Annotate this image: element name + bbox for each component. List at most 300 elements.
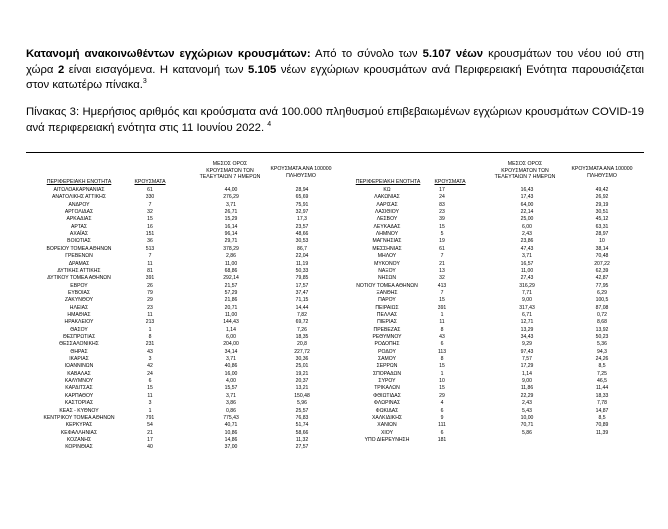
cases-cell: 3 — [148, 400, 152, 407]
right-table-row — [0, 216, 668, 223]
region-cell: ΕΥΒΟΙΑΣ — [67, 289, 91, 296]
avg-cell: 9,00 — [522, 297, 532, 304]
right-table-row — [0, 268, 668, 275]
cases-cell: 21 — [439, 260, 445, 267]
region-cell: ΧΑΛΚΙΔΙΚΗΣ — [371, 414, 403, 421]
avg-cell: 3,71 — [226, 356, 236, 363]
per100k-cell: 7,78 — [597, 400, 607, 407]
cases-cell: 10 — [439, 378, 445, 385]
avg-cell: 57,29 — [224, 289, 238, 296]
avg-cell: 5,86 — [522, 429, 532, 436]
cases-cell: 83 — [439, 201, 445, 208]
right-table-row — [0, 224, 668, 231]
region-cell: ΚΑΛΥΜΝΟΥ — [64, 378, 94, 385]
region-cell: ΘΑΣΟΥ — [70, 326, 88, 333]
per100k-cell: 46,5 — [597, 378, 607, 385]
region-cell: ΑΡΤΑΣ — [70, 223, 88, 230]
avg-cell: 7,71 — [522, 289, 532, 296]
per100k-cell: 76,83 — [295, 414, 309, 421]
cases-cell: 81 — [147, 267, 153, 274]
intro-title: Κατανομή ανακοινωθέντων εγχώριων κρουσμάτων: — [26, 48, 311, 60]
per100k-cell: 58,66 — [295, 429, 309, 436]
per100k-cell: 150,48 — [294, 392, 310, 399]
per100k-cell: 50,23 — [595, 334, 609, 340]
per100k-cell: 79,85 — [295, 275, 309, 282]
cases-cell: 1 — [440, 370, 444, 377]
cases-cell: 413 — [437, 282, 447, 289]
region-cell: ΣΑΜΟΥ — [378, 356, 396, 363]
per100k-cell: 37,47 — [295, 289, 309, 296]
cases-cell: 5 — [440, 231, 444, 238]
avg-cell: 0,86 — [226, 407, 236, 414]
cases-cell: 231 — [145, 341, 155, 348]
avg-cell: 2,43 — [522, 400, 532, 407]
right-table-row — [0, 312, 668, 319]
left-header-per100k: ΚΡΟΥΣΜΑΤΑ ΑΝΑ 100000 ΠΛΗΘΥΣΜΟ — [270, 166, 332, 179]
region-cell: ΗΛΕΙΑΣ — [69, 304, 89, 311]
right-table-row — [0, 253, 668, 260]
cases-cell: 7 — [440, 289, 444, 296]
avg-cell: 70,71 — [520, 422, 534, 429]
region-cell: ΣΕΡΡΩΝ — [376, 363, 398, 370]
avg-cell: 9,00 — [522, 378, 532, 385]
avg-cell: 10,00 — [520, 414, 534, 421]
per100k-cell: 11,44 — [595, 385, 609, 392]
region-cell: ΠΡΕΒΕΖΑΣ — [373, 326, 401, 333]
per100k-cell: 18,35 — [295, 334, 309, 340]
cases-cell: 15 — [439, 223, 445, 230]
avg-cell: 12,71 — [520, 319, 534, 326]
avg-cell: 23,86 — [520, 238, 534, 245]
region-cell: ΒΟΡΕΙΟΥ ΤΟΜΕΑ ΑΘΗΝΩΝ — [46, 245, 112, 252]
right-table-row — [0, 385, 668, 392]
cases-cell: 29 — [439, 392, 445, 399]
right-header-cases: ΚΡΟΥΣΜΑΤΑ — [434, 179, 466, 185]
per100k-cell: 8,5 — [598, 363, 606, 370]
per100k-cell: 94,3 — [597, 348, 607, 355]
avg-cell: 15,57 — [224, 385, 238, 392]
cases-cell: 24 — [439, 194, 445, 201]
cases-cell: 213 — [145, 319, 155, 326]
intro-total: 5.107 νέων — [422, 48, 484, 60]
cases-cell: 43 — [439, 334, 445, 340]
per100k-cell: 70,89 — [595, 422, 609, 429]
cases-cell: 61 — [439, 245, 445, 252]
avg-cell: 44,00 — [224, 187, 238, 193]
caption-text: Πίνακας 3: Ημερήσιος αριθμός και κρούσματα ανά 100.000 πληθυσμού επιβεβαιωμένων εγχώριων κρουσμάτων COVID-19 ανά περιφερειακή ενότητα στις 11 Ιουνίου 2022. — [26, 106, 644, 134]
per100k-cell: 50,33 — [295, 267, 309, 274]
per100k-cell: 20,37 — [295, 378, 309, 385]
cases-cell: 42 — [147, 363, 153, 370]
per100k-cell: 13,92 — [595, 326, 609, 333]
right-table-row — [0, 246, 668, 253]
region-cell: ΣΠΟΡΑΔΩΝ — [372, 370, 402, 377]
right-table-row — [0, 194, 668, 201]
per100k-cell: 51,74 — [295, 422, 309, 429]
avg-cell: 11,86 — [520, 385, 534, 392]
region-cell: ΧΑΝΙΩΝ — [377, 422, 397, 429]
avg-cell: 26,71 — [224, 209, 238, 216]
region-cell: ΑΡΚΑΔΙΑΣ — [66, 216, 92, 223]
per100k-cell: 75,91 — [295, 201, 309, 208]
region-cell: ΔΥΤΙΚΟΥ ΤΟΜΕΑ ΑΘΗΝΩΝ — [47, 275, 111, 282]
per100k-cell: 25,57 — [295, 407, 309, 414]
per100k-cell: 65,69 — [295, 194, 309, 201]
region-cell: ΖΑΚΥΝΘΟΥ — [64, 297, 94, 304]
cases-cell: 54 — [147, 422, 153, 429]
per100k-cell: 7,25 — [597, 370, 607, 377]
cases-cell: 1 — [148, 326, 152, 333]
per100k-cell: 24,26 — [595, 356, 609, 363]
cases-cell: 6 — [440, 429, 444, 436]
per100k-cell: 23,57 — [295, 223, 309, 230]
cases-cell: 1 — [148, 407, 152, 414]
per100k-cell: 62,39 — [595, 267, 609, 274]
right-table-row — [0, 283, 668, 290]
intro-text-d: νέων εγχώριων κρουσμάτων ανά Περιφερειακή Ενότητα παρουσιάζεται στον κατωτέρω πίνακα. — [26, 63, 644, 91]
cases-cell: 13 — [439, 267, 445, 274]
per100k-cell: 11,39 — [595, 429, 609, 436]
cases-cell: 29 — [147, 297, 153, 304]
right-table-row — [0, 415, 668, 422]
region-cell: ΑΧΑΪΑΣ — [69, 231, 89, 238]
cases-cell: 391 — [437, 304, 447, 311]
cases-cell: 39 — [439, 216, 445, 223]
region-cell: ΛΕΥΚΑΔΑΣ — [373, 223, 401, 230]
avg-cell: 17,29 — [520, 363, 534, 370]
per100k-cell: 100,5 — [595, 297, 609, 304]
avg-cell: 204,00 — [223, 341, 239, 348]
avg-cell: 292,14 — [223, 275, 239, 282]
intro-domestic: 5.105 — [248, 63, 277, 76]
per100k-cell: 0,72 — [597, 311, 607, 318]
intro-text-a: Από το σύνολο των — [310, 48, 423, 60]
cases-cell: 1 — [440, 311, 444, 318]
right-table-row — [0, 341, 668, 348]
region-cell: ΚΕΑΣ - ΚΥΘΝΟΥ — [59, 407, 99, 414]
per100k-cell: 70,48 — [595, 253, 609, 260]
intro-text-b: κρουσμάτων του νέου ιού στη χώρα — [26, 48, 644, 76]
avg-cell: 276,29 — [223, 194, 239, 201]
per100k-cell: 87,08 — [595, 304, 609, 311]
region-cell: ΔΥΤΙΚΗΣ ΑΤΤΙΚΗΣ — [57, 267, 101, 274]
avg-cell: 2,86 — [226, 253, 236, 260]
avg-cell: 16,00 — [224, 370, 238, 377]
avg-cell: 34,14 — [224, 348, 238, 355]
region-cell: ΗΡΑΚΛΕΙΟΥ — [64, 319, 94, 326]
cases-cell: 21 — [147, 429, 153, 436]
avg-cell: 47,43 — [520, 245, 534, 252]
intro-imported: 2 — [57, 63, 65, 76]
per100k-cell: 25,01 — [295, 363, 309, 370]
left-header-region: ΠΕΡΙΦΕΡΕΙΑΚΗ ΕΝΟΤΗΤΑ — [46, 179, 112, 185]
region-cell: ΜΑΓΝΗΣΙΑΣ — [372, 238, 402, 245]
per100k-cell: 26,92 — [595, 194, 609, 201]
region-cell: ΙΚΑΡΙΑΣ — [69, 356, 89, 363]
region-cell: ΚΑΒΑΛΑΣ — [67, 370, 91, 377]
avg-cell: 37,00 — [224, 444, 238, 451]
region-cell: ΦΘΙΩΤΙΔΑΣ — [373, 392, 401, 399]
per100k-cell: 63,31 — [595, 223, 609, 230]
region-cell: ΠΑΡΟΥ — [378, 297, 396, 304]
region-cell: ΔΡΑΜΑΣ — [68, 260, 90, 267]
region-cell: ΛΑΡΙΣΑΣ — [376, 201, 398, 208]
region-cell: ΚΑΡΔΙΤΣΑΣ — [65, 385, 93, 392]
region-cell: ΤΡΙΚΑΛΩΝ — [374, 385, 400, 392]
per100k-cell: 30,51 — [595, 209, 609, 216]
avg-cell: 9,29 — [522, 341, 532, 348]
avg-cell: 144,43 — [223, 319, 239, 326]
region-cell: ΡΟΔΟΥ — [378, 348, 396, 355]
region-cell: ΕΒΡΟΥ — [70, 282, 88, 289]
left-header-avg: ΜΕΣΟΣ ΟΡΟΣ ΚΡΟΥΣΜΑΤΩΝ ΤΩΝ ΤΕΛΕΥΤΑΙΩΝ 7 ΗΜΕΡΩΝ — [199, 161, 261, 180]
right-table-row — [0, 378, 668, 385]
cases-cell: 17 — [439, 187, 445, 193]
avg-cell: 14,86 — [224, 436, 238, 443]
region-cell: ΙΩΑΝΝΙΝΩΝ — [64, 363, 94, 370]
right-table-row — [0, 422, 668, 429]
cases-cell: 391 — [145, 275, 155, 282]
avg-cell: 4,00 — [226, 378, 236, 385]
cases-cell: 6 — [148, 378, 152, 385]
avg-cell: 20,71 — [224, 304, 238, 311]
per100k-cell: 22,04 — [295, 253, 309, 260]
cases-cell: 36 — [147, 238, 153, 245]
avg-cell: 25,00 — [520, 216, 534, 223]
cases-cell: 15 — [439, 297, 445, 304]
right-table-row — [0, 297, 668, 304]
region-cell: ΥΠΟ ΔΙΕΡΕΥΝΗΣΗ — [364, 436, 410, 443]
avg-cell: 3,86 — [226, 400, 236, 407]
per100k-cell: 38,14 — [595, 245, 609, 252]
region-cell: ΚΩ — [383, 187, 391, 193]
per100k-cell: 27,57 — [295, 444, 309, 451]
per100k-cell: 14,44 — [295, 304, 309, 311]
right-table-row — [0, 334, 668, 341]
intro-paragraph — [26, 47, 644, 94]
region-cell: ΣΥΡΟΥ — [378, 378, 396, 385]
cases-cell: 7 — [148, 201, 152, 208]
cases-cell: 23 — [147, 304, 153, 311]
per100k-cell: 5,36 — [597, 341, 607, 348]
cases-cell: 61 — [147, 187, 153, 193]
region-cell: ΜΕΣΣΗΝΙΑΣ — [372, 245, 402, 252]
per100k-cell: 18,33 — [595, 392, 609, 399]
region-cell: ΑΡΓΟΛΙΔΑΣ — [64, 209, 94, 216]
avg-cell: 21,57 — [224, 282, 238, 289]
cases-cell: 40 — [147, 444, 153, 451]
cases-cell: 23 — [439, 209, 445, 216]
per100k-cell: 14,87 — [595, 407, 609, 414]
region-cell: ΘΕΣΣΑΛΟΝΙΚΗΣ — [59, 341, 99, 348]
right-table-row — [0, 238, 668, 245]
per100k-cell: 69,72 — [295, 319, 309, 326]
cases-cell: 11 — [147, 311, 153, 318]
region-cell: ΛΗΜΝΟΥ — [375, 231, 399, 238]
left-table-row — [0, 444, 668, 451]
per100k-cell: 42,87 — [595, 275, 609, 282]
cases-cell: 26 — [147, 282, 153, 289]
per100k-cell: 30,36 — [295, 356, 309, 363]
avg-cell: 68,86 — [224, 267, 238, 274]
per100k-cell: 10 — [599, 238, 605, 245]
avg-cell: 15,29 — [224, 216, 238, 223]
avg-cell: 10,86 — [224, 429, 238, 436]
region-cell: ΚΑΣΤΟΡΙΑΣ — [64, 400, 94, 407]
per100k-cell: 17,3 — [297, 216, 307, 223]
region-cell: ΚΕΡΚΥΡΑΣ — [65, 422, 93, 429]
per100k-cell: 30,53 — [295, 238, 309, 245]
avg-cell: 3,71 — [226, 392, 236, 399]
avg-cell: 16,57 — [520, 260, 534, 267]
cases-cell: 11 — [439, 319, 445, 326]
cases-cell: 8 — [148, 334, 152, 340]
avg-cell: 16,43 — [520, 187, 534, 193]
region-cell: ΝΑΞΟΥ — [378, 267, 396, 274]
per100k-cell: 48,66 — [295, 231, 309, 238]
per100k-cell: 13,21 — [295, 385, 309, 392]
region-cell: ΑΝΑΤΟΛΙΚΗΣ ΑΤΤΙΚΗΣ — [51, 194, 107, 201]
per100k-cell: 11,19 — [295, 260, 309, 267]
intro-footnote-ref: 3 — [142, 78, 147, 86]
per100k-cell: 6,29 — [597, 289, 607, 296]
cases-cell: 9 — [440, 414, 444, 421]
right-table-row — [0, 363, 668, 370]
cases-cell: 24 — [147, 370, 153, 377]
cases-cell: 791 — [145, 414, 155, 421]
cases-cell: 111 — [438, 422, 446, 429]
right-header-region: ΠΕΡΙΦΕΡΕΙΑΚΗ ΕΝΟΤΗΤΑ — [355, 179, 421, 185]
cases-cell: 151 — [145, 231, 155, 238]
cases-cell: 15 — [439, 385, 445, 392]
per100k-cell: 29,19 — [595, 201, 609, 208]
right-table-row — [0, 202, 668, 209]
per100k-cell: 32,97 — [295, 209, 309, 216]
avg-cell: 11,00 — [224, 311, 238, 318]
cases-cell: 3 — [148, 356, 152, 363]
cases-cell: 8 — [440, 356, 444, 363]
cases-cell: 17 — [147, 436, 153, 443]
table-top-rule — [26, 152, 644, 153]
intro-text-c: είναι εισαγόμενα. Η κατανομή των — [64, 63, 249, 76]
region-cell: ΦΛΩΡΙΝΑΣ — [373, 400, 401, 407]
region-cell: ΘΕΣΠΡΩΤΙΑΣ — [62, 334, 96, 340]
right-table-row — [0, 209, 668, 216]
cases-cell: 15 — [147, 385, 153, 392]
caption-footnote-ref: 4 — [267, 120, 272, 128]
avg-cell: 27,43 — [520, 275, 534, 282]
region-cell: ΜΥΚΟΝΟΥ — [374, 260, 400, 267]
per100k-cell: 45,12 — [595, 216, 609, 223]
per100k-cell: 227,72 — [294, 348, 310, 355]
avg-cell: 775,43 — [223, 414, 239, 421]
avg-cell: 40,86 — [224, 363, 238, 370]
avg-cell: 11,00 — [520, 267, 534, 274]
right-table-row — [0, 231, 668, 238]
avg-cell: 34,43 — [520, 334, 534, 340]
per100k-cell: 28,97 — [595, 231, 609, 238]
per100k-cell: 7,82 — [297, 311, 307, 318]
table-caption — [26, 105, 644, 136]
region-cell: ΦΩΚΙΔΑΣ — [375, 407, 399, 414]
per100k-cell: 5,96 — [297, 400, 307, 407]
region-cell: ΠΕΛΛΑΣ — [376, 311, 398, 318]
cases-cell: 43 — [147, 348, 153, 355]
per100k-cell: 28,94 — [295, 187, 309, 193]
right-table-row — [0, 430, 668, 437]
avg-cell: 17,43 — [520, 194, 534, 201]
cases-cell: 6 — [440, 407, 444, 414]
avg-cell: 316,29 — [519, 282, 535, 289]
cases-cell: 32 — [439, 275, 445, 282]
region-cell: ΞΑΝΘΗΣ — [376, 289, 398, 296]
avg-cell: 2,43 — [522, 231, 532, 238]
cases-cell: 6 — [440, 341, 444, 348]
per100k-cell: 20,8 — [297, 341, 307, 348]
per100k-cell: 71,15 — [295, 297, 309, 304]
region-cell: ΠΕΙΡΑΙΩΣ — [375, 304, 399, 311]
avg-cell: 97,43 — [520, 348, 534, 355]
region-cell: ΛΑΚΩΝΙΑΣ — [374, 194, 400, 201]
avg-cell: 6,71 — [522, 311, 532, 318]
right-table-row — [0, 187, 668, 194]
region-cell: ΚΕΦΑΛΛΗΝΙΑΣ — [60, 429, 98, 436]
per100k-cell: 11,32 — [295, 436, 309, 443]
cases-cell: 330 — [145, 194, 155, 201]
cases-cell: 19 — [439, 238, 445, 245]
cases-cell: 7 — [440, 253, 444, 260]
cases-cell: 8 — [440, 326, 444, 333]
cases-cell: 113 — [437, 348, 447, 355]
cases-cell: 15 — [147, 216, 153, 223]
region-cell: ΚΟΖΑΝΗΣ — [66, 436, 92, 443]
per100k-cell: 49,42 — [595, 187, 609, 193]
right-table-row — [0, 437, 668, 444]
right-table-row — [0, 327, 668, 334]
per100k-cell: 7,26 — [297, 326, 307, 333]
avg-cell: 16,14 — [224, 223, 238, 230]
region-cell: ΘΗΡΑΣ — [70, 348, 88, 355]
region-cell: ΠΙΕΡΙΑΣ — [377, 319, 397, 326]
region-cell: ΚΕΝΤΡΙΚΟΥ ΤΟΜΕΑ ΑΘΗΝΩΝ — [43, 414, 115, 421]
region-cell: ΧΙΟΥ — [380, 429, 393, 436]
avg-cell: 29,71 — [224, 238, 238, 245]
right-table-row — [0, 261, 668, 268]
cases-cell: 513 — [145, 245, 155, 252]
avg-cell: 1,14 — [226, 326, 236, 333]
cases-cell: 11 — [147, 260, 153, 267]
cases-cell: 79 — [147, 289, 153, 296]
avg-cell: 6,00 — [522, 223, 532, 230]
right-table-row — [0, 349, 668, 356]
avg-cell: 317,43 — [519, 304, 535, 311]
avg-cell: 3,71 — [522, 253, 532, 260]
avg-cell: 21,86 — [224, 297, 238, 304]
cases-cell: 32 — [147, 209, 153, 216]
right-table-row — [0, 290, 668, 297]
cases-cell: 16 — [147, 223, 153, 230]
region-cell: ΝΟΤΙΟΥ ΤΟΜΕΑ ΑΘΗΝΩΝ — [356, 282, 418, 289]
per100k-cell: 19,21 — [295, 370, 309, 377]
right-table-row — [0, 408, 668, 415]
right-header-per100k: ΚΡΟΥΣΜΑΤΑ ΑΝΑ 100000 ΠΛΗΘΥΣΜΟ — [571, 166, 633, 179]
right-table-row — [0, 305, 668, 312]
avg-cell: 3,71 — [226, 201, 236, 208]
per100k-cell: 8,68 — [597, 319, 607, 326]
right-table-row — [0, 393, 668, 400]
region-cell: ΜΗΛΟΥ — [377, 253, 397, 260]
region-cell: ΛΕΣΒΟΥ — [376, 216, 398, 223]
